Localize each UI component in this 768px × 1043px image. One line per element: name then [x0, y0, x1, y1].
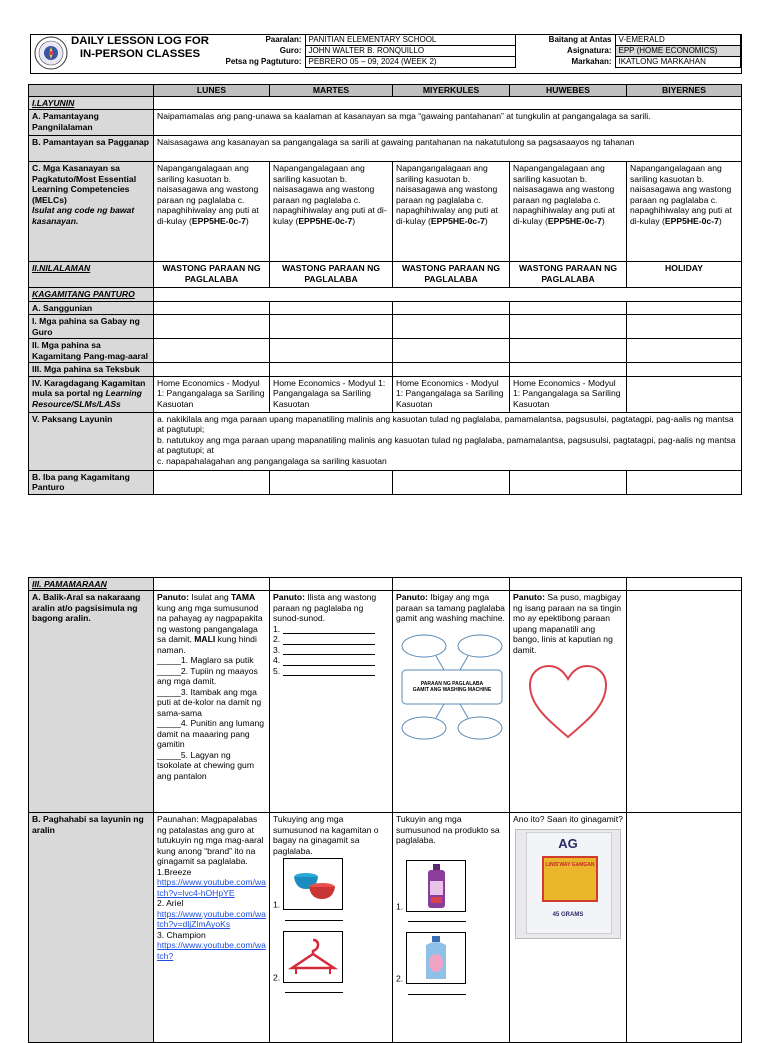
day-lunes: LUNES — [154, 85, 270, 97]
row-label-balik-aral: A. Balik-Aral sa nakaraang aralin at/o pagsisimula ng bagong aralin. — [29, 591, 154, 813]
section-kagamitang-fill — [154, 288, 742, 301]
day-huwebes: HUWEBES — [510, 85, 627, 97]
heart-icon — [527, 663, 623, 743]
paghahabi-martes — [270, 813, 393, 1043]
melcs-close: ) — [352, 215, 356, 226]
cell-empty — [510, 578, 627, 591]
paaralan-label: Paaralan: — [265, 34, 302, 44]
baitang-value: V-EMERALD — [615, 35, 740, 46]
cell-empty — [627, 301, 742, 314]
asignatura-value: EPP (HOME ECONOMICS) — [615, 46, 740, 57]
cell-empty — [270, 339, 393, 363]
section-nilalaman: II.NILALAMAN — [29, 262, 154, 288]
cell-empty — [627, 315, 742, 339]
guro-value: JOHN WALTER B. RONQUILLO — [305, 46, 515, 57]
lesson-log-table-1 — [28, 84, 742, 495]
cell-empty — [393, 470, 510, 494]
paghahabi-lunes — [154, 813, 270, 1043]
cell-empty — [510, 339, 627, 363]
cell-empty — [154, 470, 270, 494]
blank-line — [283, 657, 375, 666]
cell-empty — [627, 363, 742, 376]
melcs-note: Isulat ang code ng bawat kasanayan. — [32, 205, 135, 226]
melcs-text: Napangangalagaan ang sariling kasuotan b. naisasagawa ang wastong paraan ng paglalaba c. napaghihiwalay ang puti at di-kulay ( — [273, 163, 387, 226]
cell-empty — [393, 339, 510, 363]
melcs-code: EPP5HE-0c-7 — [191, 215, 246, 226]
panuto-label: Panuto: — [513, 592, 545, 603]
balik-aral-lunes — [154, 591, 270, 813]
melcs-lunes — [154, 162, 270, 262]
karagdagang-lunes: Home Economics - Modyul 1: Pangangalaga sa Sariling Kasuotan — [154, 376, 270, 412]
brand-1: 1.Breeze — [157, 866, 192, 877]
fabric-softener-bottle-icon — [406, 932, 466, 984]
melcs-close: ) — [484, 215, 488, 226]
row-label-pamantayang-pangnilalaman: A. Pamantayang Pangnilalaman — [29, 110, 154, 136]
empty-corner — [29, 85, 154, 97]
karagdagang-label: IV. Karagdagang Kagamitan mula sa portal ng — [32, 377, 146, 399]
melcs-text: Napangangalagaan ang sariling kasuotan b. naisasagawa ang wastong paraan ng paglalaba c. napaghihiwalay ang puti at di-kulay ( — [396, 163, 498, 226]
cell-empty — [270, 470, 393, 494]
title-line-2: IN-PERSON CLASSES — [79, 48, 201, 60]
header-info-table — [205, 34, 741, 68]
karagdagang-label-italic: Learning Resource/SLMs/LASs — [32, 388, 142, 409]
answer-number: 1. — [273, 623, 281, 634]
cell-empty — [270, 578, 393, 591]
quiz-item-1: _____1. Maglaro sa putik — [157, 655, 254, 666]
cell-empty — [393, 578, 510, 591]
panuto-label: Panuto: — [396, 592, 428, 603]
melcs-martes — [270, 162, 393, 262]
balik-aral-biyernes — [627, 591, 742, 813]
tukuyin-produkto-text: Tukuyin ang mga sumusunod na produkto sa paglalaba. — [396, 814, 500, 846]
nilalaman-biyernes-holiday: HOLIDAY — [627, 262, 742, 288]
blank-line — [285, 912, 343, 921]
cell-empty — [510, 315, 627, 339]
melcs-code: EPP5HE-0c-7 — [430, 215, 485, 226]
answer-number: 3. — [273, 644, 281, 655]
answer-number: 2. — [273, 634, 281, 645]
laundry-basin-icon — [283, 858, 343, 910]
youtube-link-1[interactable]: https://www.youtube.com/watch?v=lvc4-hOHpYE — [157, 877, 266, 898]
paksang-layunin-text — [154, 412, 742, 470]
panuto-text-1: Isulat ang — [188, 592, 232, 603]
melcs-code: EPP5HE-0c-7 — [664, 215, 719, 226]
blank-line — [408, 986, 466, 995]
karagdagang-miyerkules: Home Economics - Modyul 1: Pangangalaga sa Sariling Kasuotan — [393, 376, 510, 412]
melcs-biyernes — [627, 162, 742, 262]
row-label-iba-pang-kagamitan: B. Iba pang Kagamitang Panturo — [29, 470, 154, 494]
cell-empty — [270, 301, 393, 314]
melcs-close: ) — [601, 215, 605, 226]
panuto-label: Panuto: — [157, 592, 189, 603]
cell-empty — [270, 363, 393, 376]
blank-line — [283, 667, 375, 676]
title-line-1: DAILY LESSON LOG FOR — [71, 35, 209, 47]
cell-empty — [154, 363, 270, 376]
cell-empty — [270, 315, 393, 339]
answer-line-2 — [273, 634, 389, 644]
tama-keyword: TAMA — [231, 592, 256, 603]
melcs-text: Napangangalagaan ang sariling kasuotan b. naisasagawa ang wastong paraan ng paglalaba c. napaghihiwalay ang puti at di-kulay ( — [157, 163, 259, 226]
diagram-center-label — [402, 681, 502, 693]
quiz-item-3: _____3. Itambak ang mga puti at de-kolor na damit ng sama-sama — [157, 686, 262, 718]
blank-line — [283, 625, 375, 634]
deped-seal-icon — [34, 36, 68, 70]
ano-ito-text: Ano ito? Saan ito ginagamit? — [513, 814, 623, 825]
nilalaman-lunes: WASTONG PARAAN NG PAGLALABA — [154, 262, 270, 288]
paksang-item-a: a. nakikilala ang mga paraan upang mapanatiling malinis ang kasuotan tulad ng paglalaba, pamamalantsa, pagsusulsi, pagtatagpi, pag-aalis ng mantsa at pagtutupi; — [157, 413, 734, 435]
item-number: 2. — [396, 973, 404, 984]
row-label-melcs — [29, 162, 154, 262]
cell-empty — [393, 315, 510, 339]
karagdagang-huwebes: Home Economics - Modyul 1: Pangangalaga sa Sariling Kasuotan — [510, 376, 627, 412]
item-number: 2. — [273, 972, 281, 983]
blank-line — [283, 646, 375, 655]
melcs-code: EPP5HE-0c-7 — [547, 215, 602, 226]
clothes-hanger-icon — [283, 931, 343, 983]
row-label-teksbuk: III. Mga pahina sa Teksbuk — [29, 363, 154, 376]
paghahabi-biyernes — [627, 813, 742, 1043]
blank-line — [285, 984, 343, 993]
balik-aral-martes — [270, 591, 393, 813]
day-biyernes: BIYERNES — [627, 85, 742, 97]
blank-line — [408, 913, 466, 922]
panuto-text: Ilista ang wastong paraan ng paglalaba ng sunod-sunod. — [273, 592, 377, 624]
washing-machine-diagram — [396, 632, 508, 742]
row-label-paksang-layunin: V. Paksang Layunin — [29, 412, 154, 470]
answer-line-1 — [273, 624, 389, 634]
pack-weight: 45 GRAMS — [552, 911, 584, 918]
paghahabi-miyerkules — [393, 813, 510, 1043]
youtube-link-2[interactable]: https://www.youtube.com/watch?v=dljZlmAyoKs — [157, 908, 266, 930]
panuto-text-2: kung ang mga sumusunod na pahayag ay nagpapakita ng wastong pangangalaga sa damit, — [157, 602, 263, 645]
youtube-link-3[interactable]: https://www.youtube.com/watch? — [157, 940, 266, 961]
quiz-item-2: _____2. Tupiin ng maayos ang mga damit. — [157, 665, 258, 687]
day-miyerkules: MIYERKULES — [393, 85, 510, 97]
melcs-text: Napangangalagaan ang sariling kasuotan b. naisasagawa ang wastong paraan ng paglalaba c. napaghihiwalay ang puti at di-kulay ( — [513, 163, 615, 226]
blank-line — [283, 636, 375, 645]
answer-line-3 — [273, 645, 389, 655]
brand-3: 3. Champion — [157, 929, 206, 940]
melcs-close: ) — [245, 215, 249, 226]
panuto-text: Sa puso, magbigay ng isang paraan na sa tingin mo ay epektibong paraan upang mapanatili ang bango, linis at kaputian ng damit. — [513, 592, 621, 655]
cell-empty — [627, 470, 742, 494]
karagdagang-martes: Home Economics - Modyul 1: Pangangalaga sa Sariling Kasuotan — [270, 376, 393, 412]
cell-empty — [393, 363, 510, 376]
answer-number: 5. — [273, 665, 281, 676]
pack-subtitle: LINIS'WAY GAMGAN — [545, 861, 595, 868]
quiz-item-4: _____4. Punitin ang lumang damit na maaaring pang gamitin — [157, 718, 265, 750]
day-martes: MARTES — [270, 85, 393, 97]
tukuyin-kagamitan-text: Tukuying ang mga sumusunod na kagamitan o bagay na ginagamit sa paglalaba. — [273, 814, 379, 856]
brand-2: 2. Ariel — [157, 898, 184, 909]
nilalaman-martes: WASTONG PARAAN NG PAGLALABA — [270, 262, 393, 288]
mali-keyword: MALI — [194, 634, 216, 645]
answer-line-4 — [273, 655, 389, 665]
cell-empty — [154, 339, 270, 363]
melcs-text: Napangangalagaan ang sariling kasuotan b. naisasagawa ang wastong paraan ng paglalaba c. napaghihiwalay ang puti at di-kulay ( — [630, 163, 732, 226]
karagdagang-biyernes — [627, 376, 742, 412]
pamantayang-pangnilalaman-text: Naipamamalas ang pang-unawa sa kaalaman at kasanayan sa mga “gawaing pantahanan” at tungkulin at pangangalaga sa sarili. — [154, 110, 742, 136]
panuto-label: Panuto: — [273, 592, 305, 603]
row-label-sanggunian: A. Sanggunian — [29, 301, 154, 314]
baitang-label: Baitang at Antas — [548, 34, 612, 44]
balik-aral-miyerkules — [393, 591, 510, 813]
guro-label: Guro: — [279, 45, 302, 55]
item-number: 1. — [273, 899, 281, 910]
quiz-item-5: _____5. Lagyan ng tsokolate at chewing gum ang pantalon — [157, 749, 254, 781]
diagram-label-line-1: PARAAN NG PAGLALABA — [420, 680, 484, 687]
diagram-label-line-2: GAMIT ANG WASHING MACHINE — [412, 686, 492, 693]
pack-brand: AG — [558, 835, 578, 851]
markahan-label: Markahan: — [571, 56, 612, 66]
row-label-gabay-ng-guro: I. Mga pahina sa Gabay ng Guro — [29, 315, 154, 339]
row-label-pamantayan-sa-pagganap: B. Pamantayan sa Pagganap — [29, 136, 154, 162]
cell-empty — [154, 578, 270, 591]
cell-empty — [154, 301, 270, 314]
day-header-row — [29, 85, 742, 97]
detergent-bottle-icon — [406, 860, 466, 912]
cell-empty — [627, 578, 742, 591]
paksang-item-c: c. napapahalagahan ang pangangalaga sa sariling kasuotan — [157, 455, 387, 466]
melcs-close: ) — [718, 215, 722, 226]
melcs-miyerkules — [393, 162, 510, 262]
melcs-label: C. Mga Kasanayan sa Pagkatuto/Most Essential Learning Competencies (MELCs) — [32, 163, 137, 205]
balik-aral-huwebes — [510, 591, 627, 813]
paaralan-value: PANITIAN ELEMENTARY SCHOOL — [305, 35, 515, 46]
nilalaman-huwebes: WASTONG PARAAN NG PAGLALABA — [510, 262, 627, 288]
cell-empty — [510, 363, 627, 376]
row-label-paghahabi: B. Paghahabi sa layunin ng aralin — [29, 813, 154, 1043]
answer-number: 4. — [273, 655, 281, 666]
petsa-value: PEBRERO 05 – 09, 2024 (WEEK 2) — [305, 57, 515, 68]
document-title — [70, 35, 210, 61]
section-kagamitang-panturo: KAGAMITANG PANTURO — [29, 288, 154, 301]
paghahabi-huwebes — [510, 813, 627, 1043]
asignatura-label: Asignatura: — [567, 45, 612, 55]
cell-empty — [510, 470, 627, 494]
answer-line-5 — [273, 666, 389, 676]
row-label-karagdagang-kagamitan — [29, 376, 154, 412]
item-number: 1. — [396, 901, 404, 912]
detergent-pack-image — [515, 829, 621, 939]
paksang-item-b: b. natutukoy ang mga paraan upang mapanatiling malinis ang kasuotan tulad ng paglalaba, pamamalantsa, pagsusulsi, pagtatagpi, pag-aalis ng mantsa at pagtutupi; at — [157, 434, 736, 456]
petsa-label: Petsa ng Pagtuturo: — [225, 56, 302, 66]
section-pamamaraan: III. PAMAMARAAN — [29, 578, 154, 591]
paunahan-text: Paunahan: Magpapalabas ng patalastas ang guro at tutukuyin ng mga mag-aaral kung anong “brand” ito na ginagamit sa paglalaba. — [157, 814, 264, 867]
nilalaman-miyerkules: WASTONG PARAAN NG PAGLALABA — [393, 262, 510, 288]
melcs-code: EPP5HE-0c-7 — [298, 215, 353, 226]
melcs-huwebes — [510, 162, 627, 262]
markahan-value: IKATLONG MARKAHAN — [615, 57, 740, 68]
panuto-text: Ibigay ang mga paraan sa tamang paglalaba gamit ang washing machine. — [396, 592, 505, 624]
cell-empty — [154, 315, 270, 339]
section-layunin: I.LAYUNIN — [29, 97, 154, 110]
row-label-kagamitang-pang-mag-aaral: II. Mga pahina sa Kagamitang Pang-mag-aaral — [29, 339, 154, 363]
cell-empty — [510, 301, 627, 314]
pamantayan-sa-pagganap-text: Naisasagawa ang kasanayan sa pangangalaga sa sarili at gawaing pantahanan na nakatutulong sa pagsasaayos ng tahanan — [154, 136, 742, 162]
cell-empty — [627, 339, 742, 363]
lesson-log-table-2 — [28, 577, 742, 1043]
panuto-text-3: kung hindi naman. — [157, 634, 257, 655]
section-layunin-fill — [154, 97, 742, 110]
cell-empty — [393, 301, 510, 314]
